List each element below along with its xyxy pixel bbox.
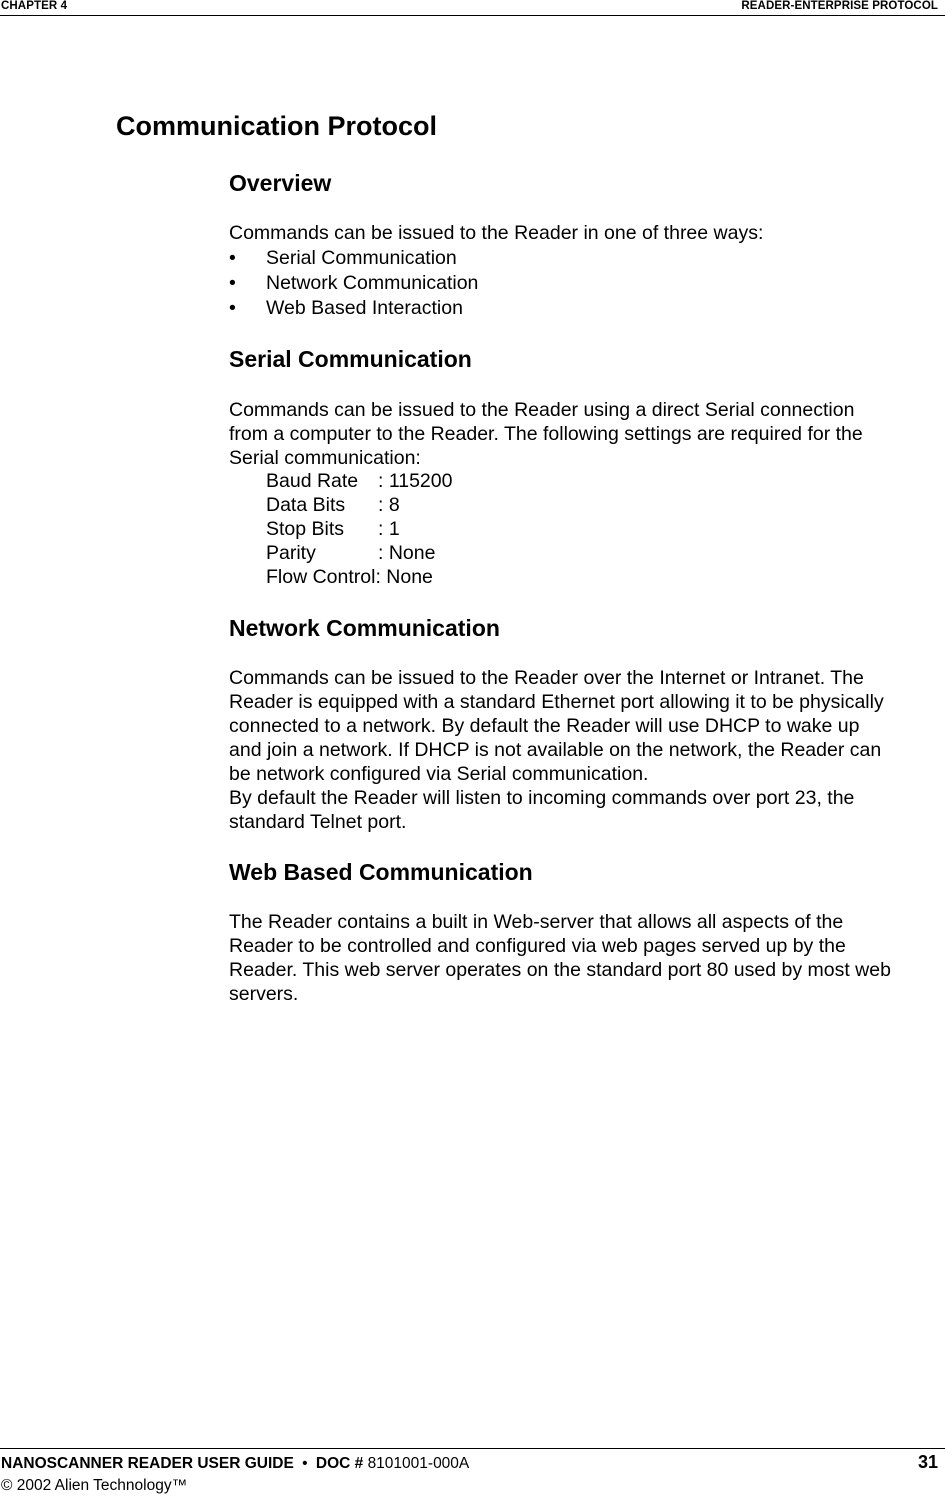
setting-value: : 8: [378, 494, 400, 516]
paragraph-line: Commands can be issued to the Reader over the Internet or Intranet. The: [229, 667, 864, 689]
paragraph-line: By default the Reader will listen to incoming commands over port 23, the: [229, 787, 855, 809]
paragraph-line: standard Telnet port.: [229, 811, 407, 833]
bullet-icon: •: [229, 272, 236, 294]
serial-heading: Serial Communication: [229, 346, 472, 372]
page-number: 31: [917, 1452, 938, 1472]
footer-rule: [0, 1448, 945, 1449]
paragraph-line: be network configured via Serial communication.: [229, 763, 649, 785]
setting-key: Parity: [266, 542, 316, 564]
setting-value: : None: [378, 542, 436, 564]
setting-key: Baud Rate: [266, 470, 359, 492]
footer-separator: •: [302, 1455, 308, 1472]
bullet-icon: •: [229, 297, 236, 319]
footer-doc-label: DOC #: [315, 1455, 364, 1472]
setting-value: : 1: [378, 518, 400, 540]
paragraph-line: and join a network. If DHCP is not available on the network, the Reader can: [229, 739, 882, 761]
paragraph-line: from a computer to the Reader. The following settings are required for the: [229, 423, 863, 445]
paragraph-line: Reader is equipped with a standard Ethernet port allowing it to be physically: [229, 691, 884, 713]
header-chapter: CHAPTER 4: [1, 0, 68, 12]
footer-guide-title: NANOSCANNER READER USER GUIDE: [1, 1455, 294, 1472]
web-heading: Web Based Communication: [229, 859, 533, 885]
setting-value: : 115200: [378, 470, 453, 492]
setting-key: Stop Bits: [266, 518, 345, 540]
list-item-text: Network Communication: [266, 272, 479, 294]
paragraph-line: Reader to be controlled and configured via web pages served up by the: [229, 935, 846, 957]
network-heading: Network Communication: [229, 615, 500, 641]
paragraph-line: Reader. This web server operates on the standard port 80 used by most web: [229, 959, 891, 981]
bullet-icon: •: [229, 247, 236, 269]
overview-intro: Commands can be issued to the Reader in one of three ways:: [229, 222, 764, 244]
footer-doc-info: [1, 1455, 469, 1473]
page-title: Communication Protocol: [116, 111, 438, 141]
paragraph-line: connected to a network. By default the Reader will use DHCP to wake up: [229, 715, 860, 737]
paragraph-line: servers.: [229, 983, 299, 1005]
paragraph-line: Commands can be issued to the Reader using a direct Serial connection: [229, 399, 855, 421]
overview-heading: Overview: [229, 170, 332, 196]
list-item-text: Serial Communication: [266, 247, 457, 269]
setting-row-flow-control: Flow Control: None: [266, 566, 433, 588]
header-section-title: READER-ENTERPRISE PROTOCOL: [741, 0, 938, 12]
list-item-text: Web Based Interaction: [266, 297, 463, 319]
footer-copyright: © 2002 Alien Technology™: [1, 1477, 188, 1494]
header-rule: [0, 15, 945, 16]
setting-key: Data Bits: [266, 494, 346, 516]
paragraph-line: Serial communication:: [229, 447, 421, 469]
footer-doc-number: 8101001-000A: [367, 1455, 470, 1472]
paragraph-line: The Reader contains a built in Web-server that allows all aspects of the: [229, 911, 844, 933]
